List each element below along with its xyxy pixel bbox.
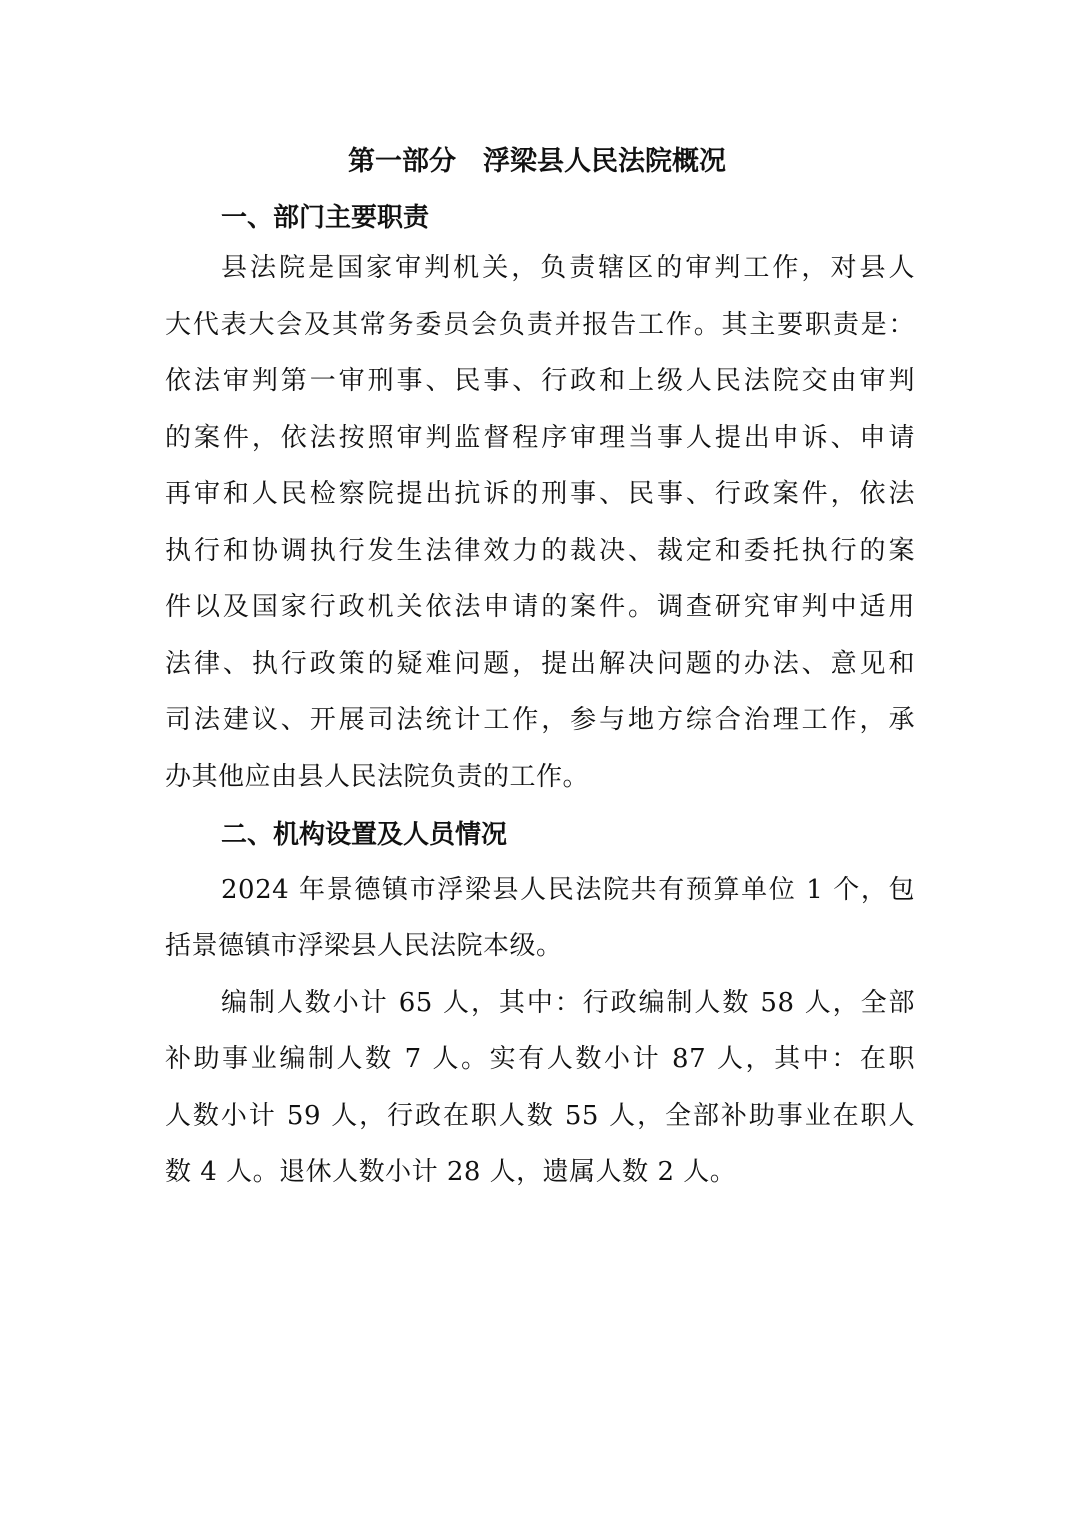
paragraph-line: 件以及国家行政机关依法申请的案件。调查研究审判中适用 [165,592,915,622]
paragraph-line: 大代表大会及其常务委员会负责并报告工作。其主要职责是： [165,310,915,340]
paragraph-line: 办其他应由县人民法院负责的工作。 [165,762,590,792]
paragraph-line: 法律、执行政策的疑难问题，提出解决问题的办法、意见和 [165,649,915,679]
section-heading-organization: 二、机构设置及人员情况 [221,820,508,850]
section-heading-duties: 一、部门主要职责 [221,203,430,233]
paragraph-line: 编制人数小计 65 人，其中：行政编制人数 58 人，全部 [221,988,915,1018]
paragraph-line: 再审和人民检察院提出抗诉的刑事、民事、行政案件，依法 [165,479,915,509]
paragraph-line: 司法建议、开展司法统计工作，参与地方综合治理工作，承 [165,705,915,735]
paragraph-line: 数 4 人。退休人数小计 28 人，遗属人数 2 人。 [165,1157,737,1187]
paragraph-line: 括景德镇市浮梁县人民法院本级。 [165,931,563,961]
paragraph-line: 执行和协调执行发生法律效力的裁决、裁定和委托执行的案 [165,536,915,566]
paragraph-line: 县法院是国家审判机关，负责辖区的审判工作，对县人 [221,253,915,283]
page-title: 第一部分 浮梁县人民法院概况 [348,146,726,177]
paragraph-line: 补助事业编制人数 7 人。实有人数小计 87 人，其中：在职 [165,1044,915,1074]
paragraph-line: 人数小计 59 人，行政在职人数 55 人，全部补助事业在职人 [165,1101,915,1131]
paragraph-line: 2024 年景德镇市浮梁县人民法院共有预算单位 1 个，包 [221,875,915,905]
paragraph-line: 的案件，依法按照审判监督程序审理当事人提出申诉、申请 [165,423,915,453]
paragraph-line: 依法审判第一审刑事、民事、行政和上级人民法院交由审判 [165,366,915,396]
